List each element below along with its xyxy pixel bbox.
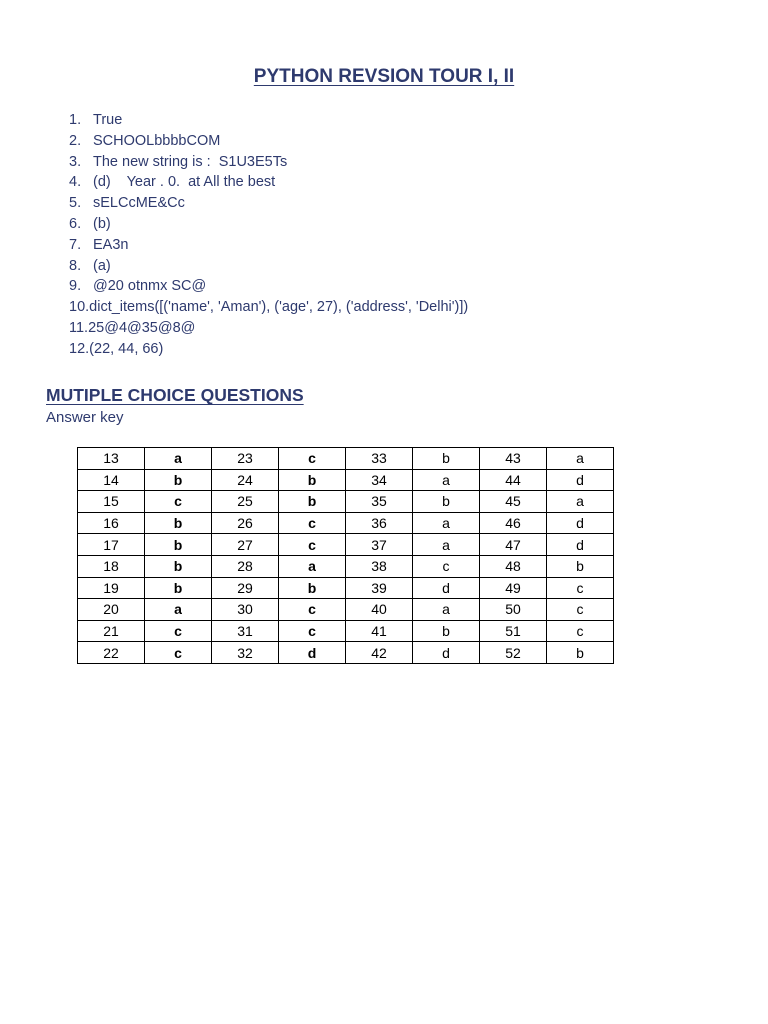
answer-number: 9.	[69, 278, 82, 295]
answer-cell: a	[547, 448, 614, 470]
answer-number: 2.	[69, 132, 82, 149]
answer-cell: c	[279, 599, 346, 621]
answer-text: EA3n	[93, 236, 129, 253]
answer-cell: b	[145, 577, 212, 599]
table-row	[78, 448, 614, 470]
table-row	[78, 620, 614, 642]
answer-text: dict_items([('name', 'Aman'), ('age', 27), ('address', 'Delhi')])	[89, 299, 469, 316]
answer-cell: b	[279, 469, 346, 491]
question-number-cell: 34	[346, 469, 413, 491]
answer-text: (a)	[93, 257, 111, 274]
answer-item	[69, 276, 468, 297]
answer-text: The new string is : S1U3E5Ts	[93, 153, 288, 170]
answer-number: 1.	[69, 112, 82, 128]
question-number-cell: 51	[480, 620, 547, 642]
answer-cell: b	[279, 491, 346, 513]
table-row	[78, 599, 614, 621]
answer-cell: c	[279, 448, 346, 470]
answer-cell: d	[279, 642, 346, 664]
answer-cell: a	[145, 599, 212, 621]
answer-item	[69, 297, 468, 318]
question-number-cell: 21	[78, 620, 145, 642]
question-number-cell: 30	[212, 599, 279, 621]
answer-item	[69, 152, 468, 173]
answer-text: (22, 44, 66)	[89, 340, 164, 357]
answer-text: True	[93, 112, 123, 128]
answer-item	[69, 172, 468, 193]
answer-cell: b	[145, 512, 212, 534]
table-row	[78, 577, 614, 599]
answer-number: 4.	[69, 174, 82, 191]
question-number-cell: 36	[346, 512, 413, 534]
answer-key-body	[78, 448, 614, 664]
question-number-cell: 46	[480, 512, 547, 534]
table-row	[78, 469, 614, 491]
question-number-cell: 29	[212, 577, 279, 599]
question-number-cell: 27	[212, 534, 279, 556]
answer-text: SCHOOLbbbbCOM	[93, 132, 221, 149]
answer-item	[69, 193, 468, 214]
answer-cell: b	[547, 642, 614, 664]
question-number-cell: 41	[346, 620, 413, 642]
question-number-cell: 20	[78, 599, 145, 621]
question-number-cell: 19	[78, 577, 145, 599]
table-row	[78, 555, 614, 577]
answer-cell: b	[413, 620, 480, 642]
answer-number: 6.	[69, 215, 82, 232]
question-number-cell: 39	[346, 577, 413, 599]
answer-text: (d) Year . 0. at All the best	[93, 174, 276, 191]
question-number-cell: 32	[212, 642, 279, 664]
question-number-cell: 15	[78, 491, 145, 513]
answer-cell: b	[145, 555, 212, 577]
question-number-cell: 22	[78, 642, 145, 664]
question-number-cell: 23	[212, 448, 279, 470]
answer-item	[69, 131, 468, 152]
answer-cell: d	[547, 534, 614, 556]
question-number-cell: 40	[346, 599, 413, 621]
page-title-text: PYTHON REVSION TOUR I, II	[253, 66, 515, 87]
table-row	[78, 491, 614, 513]
answer-cell: b	[547, 555, 614, 577]
answer-text: 25@4@35@8@	[88, 319, 196, 336]
answer-cell: c	[145, 620, 212, 642]
question-number-cell: 48	[480, 555, 547, 577]
question-number-cell: 14	[78, 469, 145, 491]
question-number-cell: 45	[480, 491, 547, 513]
answer-cell: a	[413, 534, 480, 556]
question-number-cell: 16	[78, 512, 145, 534]
question-number-cell: 50	[480, 599, 547, 621]
answer-item	[69, 339, 468, 360]
answer-number: 8.	[69, 257, 82, 274]
answer-cell: d	[413, 642, 480, 664]
question-number-cell: 26	[212, 512, 279, 534]
answer-key-label: Answer key	[46, 409, 124, 426]
answer-cell: b	[413, 491, 480, 513]
table-row	[78, 642, 614, 664]
answer-cell: d	[413, 577, 480, 599]
answer-item	[69, 214, 468, 235]
answer-cell: c	[279, 534, 346, 556]
question-number-cell: 24	[212, 469, 279, 491]
table-row	[78, 512, 614, 534]
answer-number: 10.	[69, 299, 90, 316]
answer-number: 12.	[69, 340, 90, 357]
question-number-cell: 52	[480, 642, 547, 664]
answer-text: @20 otnmx SC@	[93, 278, 207, 295]
answer-cell: d	[547, 512, 614, 534]
answer-cell: a	[413, 512, 480, 534]
answer-cell: a	[413, 469, 480, 491]
question-number-cell: 13	[78, 448, 145, 470]
answer-number: 7.	[69, 236, 82, 253]
answer-cell: d	[547, 469, 614, 491]
answer-cell: b	[145, 534, 212, 556]
answer-item	[69, 235, 468, 256]
question-number-cell: 35	[346, 491, 413, 513]
answer-cell: b	[145, 469, 212, 491]
question-number-cell: 42	[346, 642, 413, 664]
answer-number: 5.	[69, 195, 82, 212]
answer-item	[69, 256, 468, 277]
answer-cell: c	[145, 491, 212, 513]
question-number-cell: 18	[78, 555, 145, 577]
answer-cell: c	[547, 577, 614, 599]
answer-cell: b	[279, 577, 346, 599]
answer-text: sELCcME&Cc	[93, 195, 185, 212]
question-number-cell: 43	[480, 448, 547, 470]
answer-cell: c	[413, 555, 480, 577]
answer-cell: c	[145, 642, 212, 664]
answer-cell: a	[145, 448, 212, 470]
answer-cell: a	[547, 491, 614, 513]
question-number-cell: 33	[346, 448, 413, 470]
answer-item	[69, 318, 468, 339]
question-number-cell: 31	[212, 620, 279, 642]
question-number-cell: 37	[346, 534, 413, 556]
answer-item	[69, 110, 468, 131]
answer-cell: c	[279, 512, 346, 534]
page-title	[0, 63, 768, 91]
question-number-cell: 47	[480, 534, 547, 556]
answer-cell: c	[279, 620, 346, 642]
answer-list	[69, 110, 468, 360]
question-number-cell: 28	[212, 555, 279, 577]
mcq-heading: MUTIPLE CHOICE QUESTIONS	[46, 385, 304, 405]
answer-cell: b	[413, 448, 480, 470]
answer-key-table	[77, 447, 614, 664]
answer-number: 11.	[69, 319, 89, 336]
answer-cell: a	[279, 555, 346, 577]
answer-number: 3.	[69, 153, 82, 170]
question-number-cell: 38	[346, 555, 413, 577]
question-number-cell: 25	[212, 491, 279, 513]
question-number-cell: 44	[480, 469, 547, 491]
answer-cell: a	[413, 599, 480, 621]
question-number-cell: 49	[480, 577, 547, 599]
answer-cell: c	[547, 620, 614, 642]
answer-text: (b)	[93, 215, 111, 232]
answer-cell: c	[547, 599, 614, 621]
table-row	[78, 534, 614, 556]
question-number-cell: 17	[78, 534, 145, 556]
